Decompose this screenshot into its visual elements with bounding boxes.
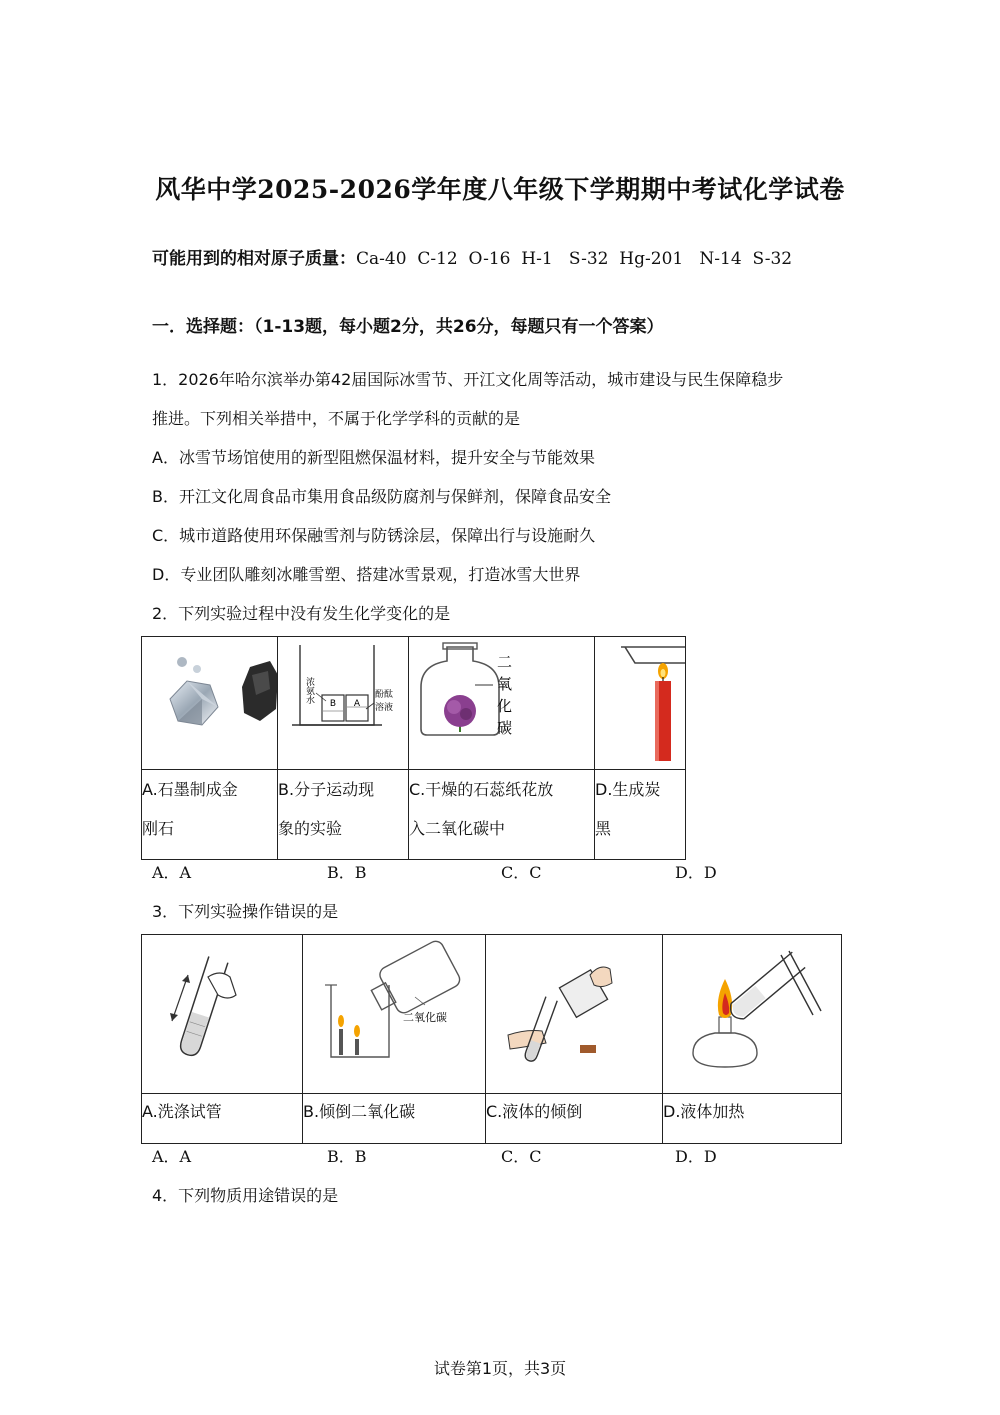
diamond-graphite-icon — [142, 637, 277, 765]
atomic-masses-values: Ca-40 C-12 O-16 H-1 S-32 Hg-201 N-14 S-32 — [356, 249, 793, 269]
q3-caption-d: D.液体加热 — [663, 1094, 842, 1144]
q3-figure-a — [142, 935, 303, 1094]
q3-stem: 3．下列实验操作错误的是 — [152, 902, 339, 921]
phenol-label: 酚酞溶液 — [375, 690, 394, 713]
q2-answer-a[interactable]: A．A — [152, 863, 192, 882]
q2-figure-a — [142, 637, 278, 770]
atomic-masses-label: 可能用到的相对原子质量： — [152, 249, 356, 269]
wash-test-tube-icon — [142, 935, 302, 1089]
q3-figure-b — [303, 935, 486, 1094]
q3-caption-a: A.洗涤试管 — [142, 1094, 303, 1144]
q3-caption-c: C.液体的倾倒 — [486, 1094, 663, 1144]
q1-option-c: C．城市道路使用环保融雪剂与防锈涂层，保障出行与设施耐久 — [152, 526, 596, 545]
pour-liquid-icon — [486, 935, 662, 1089]
q3-caption-b: B.倾倒二氧化碳 — [303, 1094, 486, 1144]
q2-answer-d[interactable]: D．D — [675, 863, 717, 882]
q1-option-a: A．冰雪节场馆使用的新型阻燃保温材料，提升安全与节能效果 — [152, 448, 595, 467]
atomic-masses — [152, 244, 792, 269]
section-title: 一．选择题：（1-13题，每小题2分，共26分，每题只有一个答案） — [152, 317, 664, 337]
q3-figure-d — [663, 935, 842, 1094]
exam-title: 风华中学2025-2026学年度八年级下学期期中考试化学试卷 — [155, 175, 845, 204]
co2-label: 二氧化碳 — [497, 653, 513, 737]
ammonia-label: 浓氨水 — [304, 677, 314, 704]
pour-co2-icon — [303, 935, 485, 1089]
q2-figure-b — [278, 637, 409, 770]
q3-figure-c — [486, 935, 663, 1094]
q2-caption-b: B.分子运动现 象的实验 — [278, 770, 409, 860]
beaker-a-label: A — [353, 699, 361, 709]
beaker-b-label: B — [329, 699, 337, 709]
q3-answer-d[interactable]: D．D — [675, 1147, 717, 1166]
q3-table — [141, 934, 842, 1144]
q2-answer-b[interactable]: B．B — [327, 863, 367, 882]
q4-stem: 4．下列物质用途错误的是 — [152, 1186, 339, 1205]
q1-option-b: B．开江文化周食品市集用食品级防腐剂与保鲜剂，保障食品安全 — [152, 487, 611, 506]
litmus-flower-jar-icon — [409, 637, 594, 765]
q1-stem-line1: 1．2026年哈尔滨举办第42届国际冰雪节、开江文化周等活动，城市建设与民生保障稳步 — [152, 370, 784, 389]
q2-caption-a: A.石墨制成金 刚石 — [142, 770, 278, 860]
q2-figure-c — [409, 637, 595, 770]
q2-table — [141, 636, 686, 860]
co2-bottle-label: 二氧化碳 — [403, 1011, 447, 1024]
q2-caption-c: C.干燥的石蕊纸花放 入二氧化碳中 — [409, 770, 595, 860]
q1-option-d: D．专业团队雕刻冰雕雪塑、搭建冰雪景观，打造冰雪大世界 — [152, 565, 581, 584]
q2-caption-d: D.生成炭 黑 — [595, 770, 686, 860]
q3-answer-a[interactable]: A．A — [152, 1147, 192, 1166]
page-footer: 试卷第1页，共3页 — [433, 1359, 567, 1378]
candle-soot-icon — [595, 637, 685, 765]
q3-answer-c[interactable]: C．C — [501, 1147, 542, 1166]
heat-liquid-icon — [663, 935, 841, 1089]
q2-stem: 2．下列实验过程中没有发生化学变化的是 — [152, 604, 451, 623]
q2-figure-d — [595, 637, 686, 770]
q1-stem-line2: 推进。下列相关举措中，不属于化学学科的贡献的是 — [152, 409, 521, 428]
q3-answer-b[interactable]: B．B — [327, 1147, 367, 1166]
q2-answer-c[interactable]: C．C — [501, 863, 542, 882]
molecule-motion-icon — [278, 637, 408, 765]
